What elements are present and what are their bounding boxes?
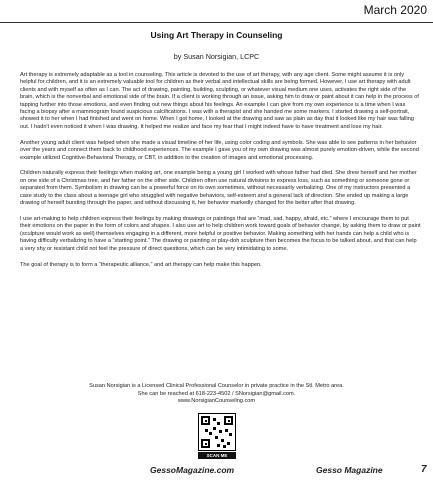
article-byline: by Susan Norsigian, LCPC — [173, 52, 260, 61]
issue-date: March 2020 — [363, 3, 427, 17]
footer-website[interactable]: GessoMagazine.com — [150, 465, 235, 475]
bio-contact: She can be reached at 618-223-4502 / SNorsigian@gmail.com. — [137, 390, 296, 397]
paragraph: Art therapy is extremely adaptable as a tool in counseling. This article is devoted to the use of art therapy, with any age client. Some might assume it is only helpful for children, and it is an extremely valuable tool for children as their verbal and intellectual skills are being formed. However, I use art therapy with adult clients and with myself as often as I can. The act of drawing, painting, building, sculpting, or whatever visual medium one uses, activates the right side of the brain, which is the nonverbal and emotional side of the brain. If a client is working through an issue, asking him to draw or paint about it can help in the process of tapping further into those emotions, and even finding out new things about his feelings. An example I can give from my own experience is a time when I was facing a biopsy after a mammogram found suspicious calcifications. I was with a therapist and she handed me some markers. I started drawing a self-portrait, showed it to her when I had finished and went on home. When I got home, I looked at the drawing and saw as plain as day that it looked like my hair was falling out. I hadn't even noticed it when I was drawing. It helped me realize and face my fear that I might indeed have to have treatment and lose my hair. — [20, 72, 419, 130]
paragraph: Another young adult client was helped when she made a visual timeline of her life, using color coding and symbols. She was able to see patterns in her behavior over the years and connect them back to childhood experiences. The example I gave you of my own drawing was almost purely emotion-driven, while the second example utilized Cognitive-Behavioral Therapy, or CBT, in addition to the creation of images and emotional processing. — [20, 139, 419, 161]
qr-code-icon[interactable] — [198, 413, 236, 451]
qr-code-block[interactable] — [198, 413, 236, 459]
paragraph: Children naturally express their feelings when making art, one example being a young girl I worked with whose father had died. She drew herself and her mother on one side of a Christmas tree, and her father on the other side. Children often use natural divisions to express loss, such as something or someone gone or separated from them. Symbolism in drawing can be a powerful force on its own sometimes, without necessarily verbalizing. One of my instructors presented a case study to the class about a teenage girl who struggled with negative behaviors, self-esteem and a general lack of direction. She ended up making a large drawing of herself bursting through the paper, and without discussing it, her behavior markedly changed for the better after that drawing. — [20, 170, 417, 207]
footer-magazine-name: Gesso Magazine — [316, 465, 383, 475]
bio-line: Susan Norsigian is a Licensed Clinical Professional Counselor in private practice in the Stl. Metro area. — [89, 383, 344, 389]
paragraph: I use art-making to help children express their feelings by making drawings or paintings that are “mad, sad, happy, afraid, etc.” where I encourage them to put their emotions on the paper in the form of colors and shapes. I also use art to help children work toward goals of behavior change, by asking them to draw or paint (sculpture would work as well) themselves engaging in a different, more helpful or positive behavior. Making something with her hands can help a child who is having difficulty verbalizing to have a “starting point.” The drawing or painting or play-doh sculpture then becomes the focus to be talked about, and that can help a very shy or resistant child not feel the pressure of direct questions, which can be very intimidating to some. — [20, 216, 421, 252]
article-title: Using Art Therapy in Counseling — [150, 30, 283, 40]
paragraph: The goal of therapy is to form a “therapeutic alliance,” and art therapy can help make this happen. — [20, 261, 262, 268]
page-number: 7 — [421, 464, 427, 475]
scan-me-label: SCAN ME — [198, 452, 236, 459]
bio-website[interactable]: www.NorsigianCounseling.com — [177, 398, 256, 405]
article-body — [20, 72, 421, 277]
page-footer — [0, 465, 433, 479]
header-bar — [0, 0, 433, 23]
author-bio — [0, 383, 433, 406]
